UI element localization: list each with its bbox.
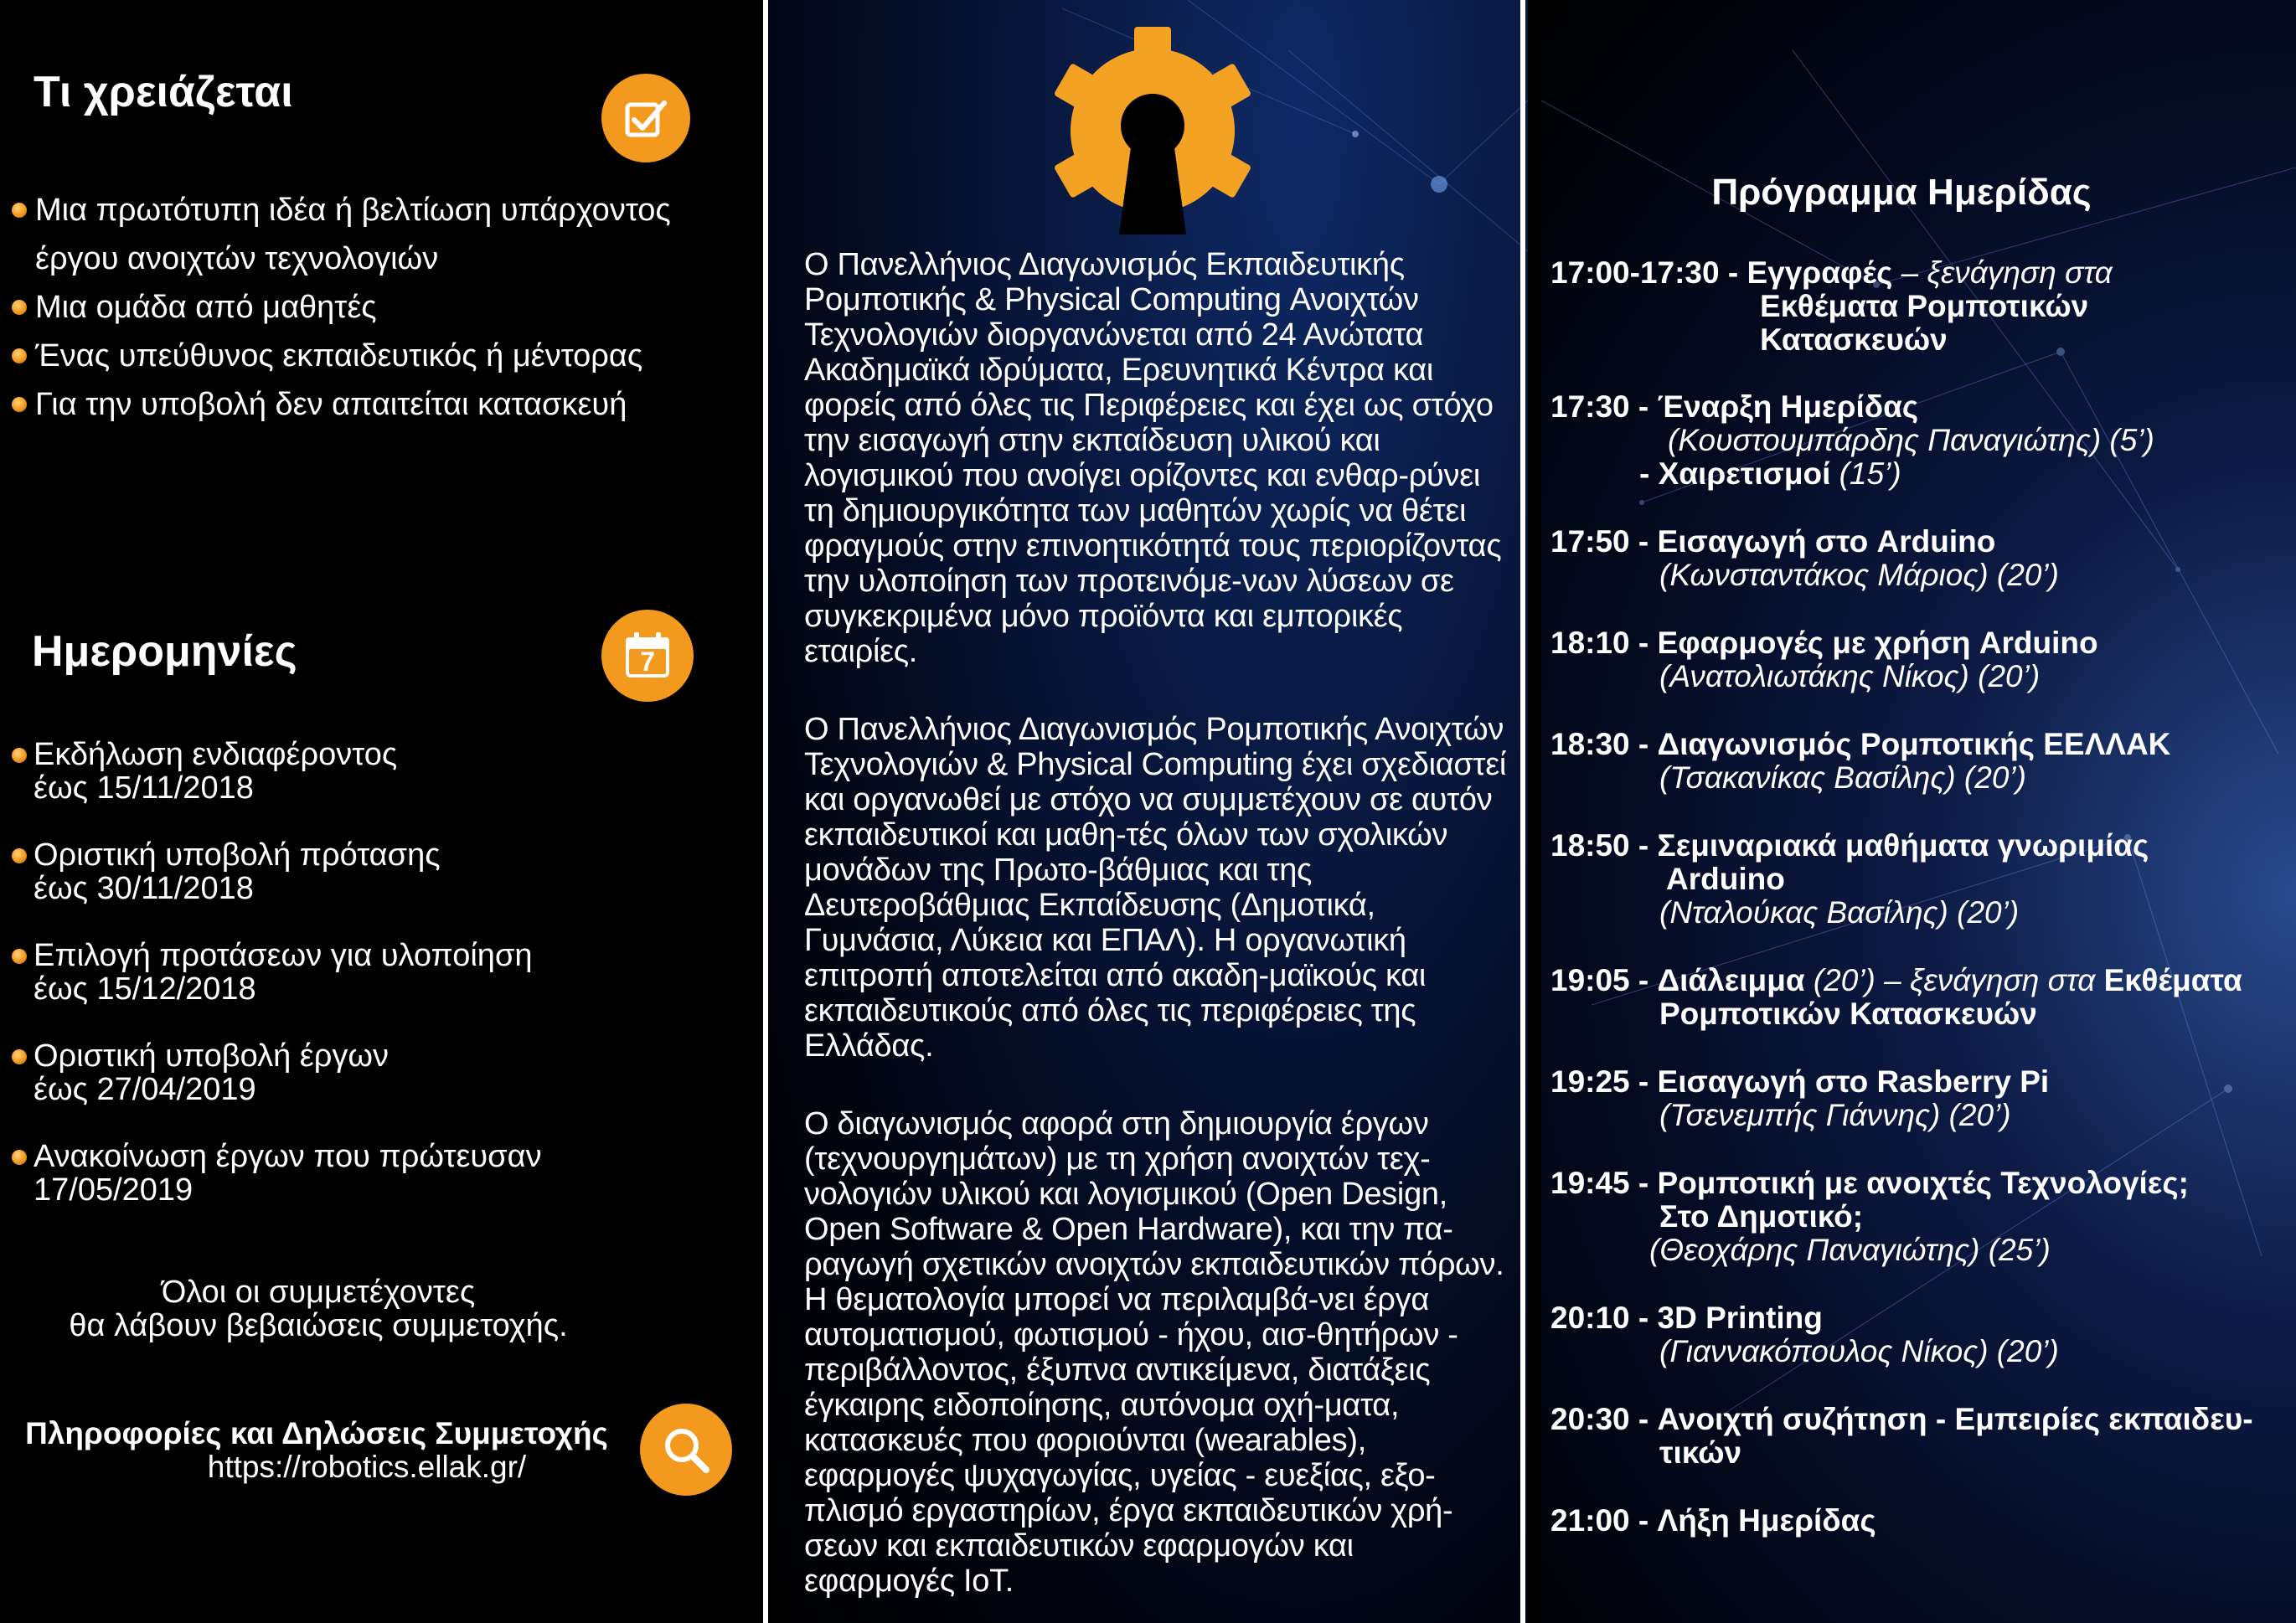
certificates-note: Όλοι οι συμμετέχοντες θα λάβουν βεβαιώσεις συμμετοχής. [69,1275,568,1343]
calendar-icon [601,610,694,702]
program-item: 18:50 - Σεμιναριακά μαθήματα γνωριμίας Arduino (Νταλούκας Βασίλης) (20’) [1550,828,2149,930]
program-item: 17:00-17:30 - Εγγραφές – ξενάγηση στα Εκθέματα Ρομποτικών Κατασκευών [1550,255,2113,357]
date-item: Ανακοίνωση έργων που πρώτευσαν 17/05/2019 [12,1140,542,1207]
needs-title: Τι χρειάζεται [34,68,293,116]
list-item: Μια ομάδα από μαθητές [12,283,671,332]
program-item: 17:50 - Εισαγωγή στο Arduino (Κωνσταντάκος Μάριος) (20’) [1550,524,2059,592]
program-item: 17:30 - Έναρξη Ημερίδας (Κουστουμπάρδης Παναγιώτης) (5’) - Χαιρετισμοί (15’) [1550,389,2154,491]
date-item: Οριστική υποβολή έργων έως 27/04/2019 [12,1039,389,1106]
list-item: έργου ανοιχτών τεχνολογιών [35,241,439,276]
info-url-link[interactable]: https://robotics.ellak.gr/ [207,1450,527,1484]
info-title: Πληροφορίες και Δηλώσεις Συμμετοχής [25,1416,608,1450]
info-block [7,1417,627,1484]
intro-paragraph: Ο Πανελλήνιος Διαγωνισμός Εκπαιδευτικής Ρομποτικής & Physical Computing Ανοιχτών Τεχνολογιών διοργανώνεται από 24 Ανώτατα Ακαδημαϊκά ιδρύματα, Ερευνητικά Κέντρα και φορείς από όλες τις Περιφέρειες και έχει ως στόχο την εισαγωγή στην εκπαίδευση υλικού και λογισμικού που ανοίγει ορίζοντες και ενθαρ-ρύνει τη δημιουργικότητα των μαθητών χωρίς να θέτει φραγμούς στην επινοητικότητά τους περιορίζοντας την υλοποίηση των προτεινόμε-νων λύσεων σε συγκεκριμένα μόνο προϊόντα και εμπορικές εταιρίες. [804,247,1502,669]
program-item: 18:30 - Διαγωνισμός Ρομποτικής ΕΕΛΛΑΚ (Τσακανίκας Βασίλης) (20’) [1550,727,2171,795]
right-background [1541,0,2296,1623]
checkbox-icon [601,74,690,162]
program-item: 21:00 - Λήξη Ημερίδας [1550,1503,1876,1538]
search-icon[interactable] [640,1404,732,1496]
date-item: Εκδήλωση ενδιαφέροντος έως 15/11/2018 [12,738,397,805]
program-item: 19:05 - Διάλειμμα (20’) – ξενάγηση στα Εκθέματα Ρομποτικών Κατασκευών [1550,963,2242,1031]
topics-paragraph: Ο διαγωνισμός αφορά στη δημιουργία έργων (τεχνουργημάτων) με τη χρήση ανοιχτών τεχ-νολογιών υλικού και λογισμικού (Open Design, Open Software & Open Hardware), και την πα-ραγωγή σχετικών ανοιχτών εκπαιδευτικών πόρων. Η θεματολογία μπορεί να περιλαμβά-νει έργα αυτοματισμού, φωτισμού - ήχου, αισ-θητήρων - περιβάλλοντος, έξυπνα αντικείμενα, διατάξεις έγκαιρης ειδοποίησης, αυτόνομα οχή-ματα, κατασκευές που φοριούνται (wearables), εφαρμογές ψυχαγωγίας, υγείας - ευεξίας, εξο-πλισμό εργαστηρίων, έργα εκπαιδευτικών χρή-σεων και εκπαιδευτικών εφαρμογών και εφαρμογές IoT. [804,1106,1504,1599]
program-item: 19:45 - Ρομποτική με ανοιχτές Τεχνολογίες; Στο Δημοτικό; (Θεοχάρης Παναγιώτης) (25’) [1550,1166,2189,1267]
date-item: Επιλογή προτάσεων για υλοποίηση έως 15/12/2018 [12,939,533,1006]
dates-title: Ημερομηνίες [32,627,297,676]
calendar-number: 7 [640,647,655,677]
program-item: 19:25 - Εισαγωγή στο Rasberry Pi (Τσενεμπής Γιάννης) (20’) [1550,1064,2050,1132]
column-divider-left [763,0,768,1623]
goal-paragraph: Ο Πανελλήνιος Διαγωνισμός Ρομποτικής Ανοιχτών Τεχνολογιών & Physical Computing έχει σχεδιαστεί και οργανωθεί με στόχο να συμμετέχουν σε αυτόν εκπαιδευτικοί και μαθη-τές όλων των σχολικών μονάδων της Πρωτο-βάθμιας και της Δευτεροβάθμιας Εκπαίδευσης (Δημοτικά, Γυμνάσια, Λύκεια και ΕΠΑΛ). Η οργανωτική επιτροπή αποτελείται από ακαδη-μαϊκούς και εκπαιδευτικούς από όλες τις περιφέρειες της Ελλάδας. [804,712,1507,1064]
program-item: 18:10 - Εφαρμογές με χρήση Arduino (Ανατολιωτάκης Νίκος) (20’) [1550,626,2098,693]
open-source-gear-icon [1037,27,1268,239]
column-divider-right [1520,0,1525,1623]
program-title: Πρόγραμμα Ημερίδας [1711,172,2092,213]
program-item: 20:10 - 3D Printing (Γιαννακόπουλος Νίκος) (20’) [1550,1301,2059,1368]
list-item: Μια πρωτότυπη ιδέα ή βελτίωση υπάρχοντος [12,186,671,234]
needs-list [12,186,671,429]
list-item: Ένας υπεύθυνος εκπαιδευτικός ή μέντορας [12,332,671,380]
date-item: Οριστική υποβολή πρότασης έως 30/11/2018 [12,838,441,905]
program-item: 20:30 - Ανοιχτή συζήτηση - Εμπειρίες εκπαιδευ- τικών [1550,1402,2253,1470]
list-item: Για την υποβολή δεν απαιτείται κατασκευή [12,380,671,429]
